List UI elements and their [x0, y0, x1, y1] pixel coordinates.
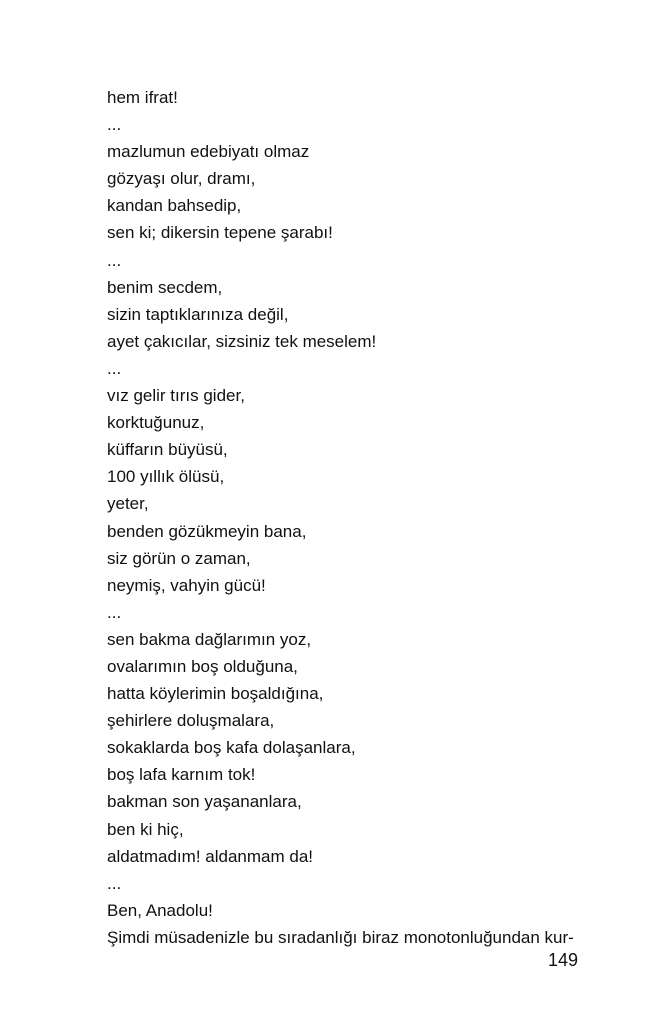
poem-line: ... — [107, 873, 122, 893]
poem-line: gözyaşı olur, dramı, — [107, 169, 256, 189]
poem-line: aldatmadım! aldanmam da! — [107, 846, 313, 866]
poem-line: benden gözükmeyin bana, — [107, 521, 307, 541]
poem-line: ... — [107, 250, 122, 270]
poem-line: Ben, Anadolu! — [107, 900, 213, 920]
poem-line: korktuğunuz, — [107, 413, 205, 433]
poem-text — [107, 84, 587, 951]
poem-line: sizin taptıklarınıza değil, — [107, 304, 289, 324]
poem-line: ovalarımın boş olduğuna, — [107, 656, 298, 676]
poem-line: kandan bahsedip, — [107, 196, 242, 216]
poem-line: benim secdem, — [107, 277, 223, 297]
poem-line: Şimdi müsadenizle bu sıradanlığı biraz monotonluğundan kur- — [107, 927, 574, 947]
poem-line: vız gelir tırıs gider, — [107, 386, 245, 406]
poem-line: sen bakma dağlarımın yoz, — [107, 629, 312, 649]
poem-line: 100 yıllık ölüsü, — [107, 467, 225, 487]
poem-line: ben ki hiç, — [107, 819, 184, 839]
poem-line: sen ki; dikersin tepene şarabı! — [107, 223, 333, 243]
poem-line: ... — [107, 602, 122, 622]
poem-line: bakman son yaşananlara, — [107, 792, 302, 812]
poem-line: küffarın büyüsü, — [107, 440, 228, 460]
poem-line: siz görün o zaman, — [107, 548, 251, 568]
page-number: 149 — [548, 950, 579, 970]
poem-line: yeter, — [107, 494, 149, 514]
poem-line: sokaklarda boş kafa dolaşanlara, — [107, 738, 356, 758]
poem-line: neymiş, vahyin gücü! — [107, 575, 266, 595]
poem-line: ... — [107, 358, 122, 378]
poem-line: hem ifrat! — [107, 88, 178, 107]
poem-line: boş lafa karnım tok! — [107, 765, 256, 785]
poem-line: ayet çakıcılar, sizsiniz tek meselem! — [107, 331, 377, 351]
poem-line: hatta köylerimin boşaldığına, — [107, 684, 324, 704]
poem-line: şehirlere doluşmalara, — [107, 711, 275, 731]
poem-line: mazlumun edebiyatı olmaz — [107, 142, 310, 162]
poem-line: ... — [107, 115, 122, 135]
